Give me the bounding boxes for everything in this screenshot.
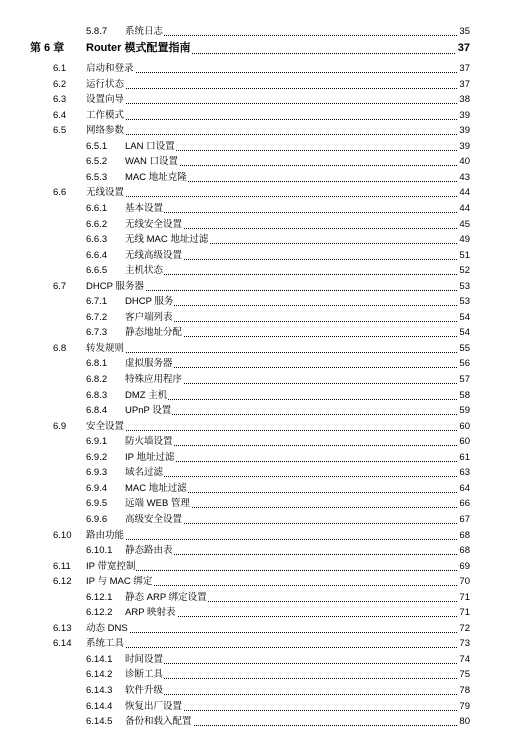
toc-entry-title: 静态路由表 (125, 545, 173, 557)
toc-entry[interactable] (0, 434, 511, 449)
toc-dot-leader (86, 88, 459, 89)
toc-entry-title: 主机状态 (125, 265, 164, 277)
toc-entry[interactable] (0, 294, 511, 309)
toc-entry-number: 6.1 (53, 63, 67, 74)
toc-entry[interactable] (0, 667, 511, 682)
toc-entry-number: 6.6.3 (86, 234, 108, 246)
toc-dot-leader (86, 134, 459, 135)
toc-entry[interactable] (0, 621, 511, 636)
toc-dot-leader (86, 72, 459, 73)
toc-entry-number: 6.14.5 (86, 716, 113, 728)
toc-entry-number: 6.14.1 (86, 653, 113, 665)
toc-entry[interactable] (0, 699, 511, 714)
toc-entry-page: 80 (459, 716, 470, 728)
toc-entry-page: 37 (459, 78, 470, 90)
toc-dot-leader (125, 274, 459, 275)
toc-entry-number: 6.5.3 (86, 171, 108, 183)
toc-entry-number: 6.9.2 (86, 451, 108, 463)
toc-entry-number: 6.7.1 (86, 296, 108, 308)
toc-entry-title: 系统日志 (125, 26, 164, 37)
toc-entry[interactable] (0, 465, 511, 480)
toc-entry-title: 安全设置 (86, 420, 125, 432)
toc-entry[interactable] (0, 683, 511, 698)
toc-entry-title: 基本设置 (125, 202, 164, 214)
toc-entry-number: 6.6.4 (86, 249, 108, 261)
toc-entry-page: 63 (459, 467, 470, 479)
toc-entry-page: 53 (459, 280, 470, 292)
toc-entry-number: 6.6.1 (86, 202, 108, 214)
toc-entry-title: 时间设置 (125, 653, 164, 665)
toc-dot-leader (86, 103, 459, 104)
toc-entry[interactable] (0, 185, 511, 200)
toc-entry-title: 设置向导 (86, 94, 125, 106)
toc-entry[interactable] (0, 263, 511, 278)
toc-entry-page: 49 (459, 234, 470, 246)
toc-entry-title: DMZ 主机 (125, 389, 168, 401)
toc-entry-page: 73 (459, 638, 470, 650)
toc-entry-title: 静态 ARP 绑定设置 (125, 591, 207, 603)
toc-entry[interactable] (0, 590, 511, 605)
toc-entry-title: 诊断工具 (125, 669, 164, 681)
toc-entry-page: 52 (459, 265, 470, 277)
toc-entry-title: 远端 WEB 管理 (125, 498, 190, 510)
toc-entry-page: 37 (457, 40, 470, 57)
toc-entry-page: 72 (459, 622, 470, 634)
toc-entry-number: 6.4 (53, 109, 67, 121)
toc-entry[interactable] (0, 512, 511, 527)
toc-entry-page: 39 (459, 140, 470, 152)
toc-entry-number: 6.12.1 (86, 591, 113, 603)
toc-entry-page: 40 (459, 156, 470, 168)
toc-entry-title: 软件升级 (125, 685, 164, 696)
toc-entry-page: 78 (459, 685, 470, 696)
toc-entry[interactable] (0, 605, 511, 620)
toc-entry-page: 68 (459, 529, 470, 541)
toc-entry-page: 37 (459, 63, 470, 74)
toc-dot-leader (125, 476, 459, 477)
toc-entry-title: DHCP 服务 (125, 296, 174, 308)
toc-entry-title: 虚拟服务器 (125, 358, 173, 370)
toc-entry-page: 45 (459, 218, 470, 230)
toc-entry-number: 6.10.1 (86, 545, 113, 557)
toc-entry-title: 无线高级设置 (125, 249, 183, 261)
toc-entry-number: 6.7 (53, 280, 67, 292)
toc-entry-title: 特殊应用程序 (125, 374, 183, 385)
toc-entry-title: 网络参数 (86, 125, 125, 137)
toc-entry-number: 6.11 (53, 560, 71, 572)
toc-entry-number: 6.8 (53, 342, 67, 354)
toc-dot-leader (125, 35, 459, 36)
toc-entry[interactable] (0, 496, 511, 511)
toc-dot-leader (86, 632, 459, 633)
toc-entry-page: 68 (459, 545, 470, 557)
toc-entry-page: 69 (459, 560, 470, 572)
toc-entry-number: 第 6 章 (30, 42, 65, 54)
toc-entry-page: 67 (459, 513, 470, 525)
toc-entry-number: 6.9.5 (86, 498, 108, 510)
toc-entry-title: 启动和登录 (86, 63, 134, 74)
toc-entry-page: 39 (459, 125, 470, 137)
toc-entry-title: 静态地址分配 (125, 327, 183, 339)
toc-entry-number: 6.5.2 (86, 156, 108, 168)
toc-entry[interactable] (0, 388, 511, 403)
toc-entry-number: 6.5 (53, 125, 67, 137)
toc-entry[interactable] (0, 108, 511, 123)
toc-entry[interactable] (0, 61, 511, 76)
toc-entry[interactable] (0, 481, 511, 496)
toc-entry-page: 79 (459, 700, 470, 712)
toc-entry-page: 56 (459, 358, 470, 370)
toc-dot-leader (86, 119, 459, 120)
toc-entry[interactable] (0, 92, 511, 107)
toc-entry-page: 61 (459, 451, 470, 463)
toc-entry-page: 71 (459, 607, 470, 619)
toc-entry-number: 6.6.2 (86, 218, 108, 230)
toc-entry-number: 6.12 (53, 576, 72, 588)
toc-entry[interactable] (0, 77, 511, 92)
toc-dot-leader (125, 321, 459, 322)
toc-entry[interactable] (0, 543, 511, 558)
toc-entry-title: UPnP 设置 (125, 405, 172, 417)
toc-dot-leader (125, 367, 459, 368)
toc-entry[interactable] (0, 714, 511, 729)
toc-entry-page: 60 (459, 436, 470, 448)
toc-dot-leader (86, 196, 459, 197)
toc-dot-leader (125, 663, 459, 664)
toc-dot-leader (86, 570, 459, 571)
toc-entry[interactable] (0, 232, 511, 247)
toc-entry-title: 运行状态 (86, 78, 125, 90)
toc-entry-page: 74 (459, 653, 470, 665)
toc-entry-number: 6.9 (53, 420, 67, 432)
toc-entry-title: 路由功能 (86, 529, 125, 541)
toc-entry-title: 动态 DNS (86, 622, 128, 634)
toc-entry-title: 转发规则 (86, 342, 125, 354)
toc-entry[interactable] (0, 279, 511, 294)
toc-entry-title: MAC 地址过滤 (125, 482, 187, 494)
toc-entry-title: 无线安全设置 (125, 218, 183, 230)
toc-entry-title: IP 地址过滤 (125, 451, 175, 463)
toc-entry-page: 38 (459, 94, 470, 106)
toc-entry-number: 6.14.2 (86, 669, 113, 681)
toc-entry[interactable] (0, 24, 511, 39)
toc-dot-leader (125, 305, 459, 306)
toc-entry-title: 防火墙设置 (125, 436, 173, 448)
toc-entry-number: 6.8.1 (86, 358, 108, 370)
toc-entry[interactable] (0, 139, 511, 154)
toc-entry-number: 5.8.7 (86, 26, 108, 37)
toc-entry-page: 44 (459, 187, 470, 199)
toc-entry-page: 70 (459, 576, 470, 588)
toc-entry-number: 6.13 (53, 622, 72, 634)
toc-entry-number: 6.9.3 (86, 467, 108, 479)
toc-dot-leader (86, 539, 459, 540)
toc-entry-number: 6.3 (53, 94, 67, 106)
toc-entry-number: 6.9.1 (86, 436, 108, 448)
toc-entry-page: 59 (459, 405, 470, 417)
toc-entry[interactable] (0, 636, 511, 651)
toc-entry-page: 57 (459, 374, 470, 385)
toc-entry-title: 客户端列表 (125, 311, 173, 323)
toc-dot-leader (125, 445, 459, 446)
toc-entry-page: 64 (459, 482, 470, 494)
toc-dot-leader (125, 554, 459, 555)
toc-entry-number: 6.6.5 (86, 265, 108, 277)
toc-entry-number: 6.9.6 (86, 513, 108, 525)
toc-dot-leader (125, 694, 459, 695)
toc-entry-number: 6.8.4 (86, 405, 108, 417)
toc-entry-number: 6.9.4 (86, 482, 108, 494)
toc-chapter-entry[interactable] (0, 40, 511, 57)
toc-entry-page: 43 (459, 171, 470, 183)
toc-entry-page: 75 (459, 669, 470, 681)
toc-dot-leader (86, 647, 459, 648)
toc-entry-number: 6.10 (53, 529, 72, 541)
toc-entry-title: 无线设置 (86, 187, 125, 199)
toc-dot-leader (125, 678, 459, 679)
toc-entry-title: 备份和载入配置 (125, 716, 192, 728)
toc-entry-title: 工作模式 (86, 109, 125, 121)
toc-entry-number: 6.14 (53, 638, 72, 650)
toc-dot-leader (86, 352, 459, 353)
toc-entry-title: Router 模式配置指南 (86, 40, 192, 57)
toc-entry[interactable] (0, 528, 511, 543)
toc-entry-page: 58 (459, 389, 470, 401)
toc-entry-title: IP 与 MAC 绑定 (86, 576, 153, 588)
toc-entry[interactable] (0, 123, 511, 138)
toc-entry[interactable] (0, 403, 511, 418)
toc-entry-title: 高级安全设置 (125, 513, 183, 525)
toc-entry-number: 6.7.3 (86, 327, 108, 339)
toc-entry-title: MAC 地址克隆 (125, 171, 187, 183)
toc-entry[interactable] (0, 248, 511, 263)
toc-dot-leader (125, 399, 459, 400)
toc-dot-leader (125, 212, 459, 213)
toc-entry-title: 无线 MAC 地址过滤 (125, 234, 209, 246)
toc-entry-number: 6.8.2 (86, 374, 108, 385)
toc-entry-page: 54 (459, 311, 470, 323)
toc-entry[interactable] (0, 170, 511, 185)
toc-entry[interactable] (0, 450, 511, 465)
toc-entry-page: 39 (459, 109, 470, 121)
toc-entry-page: 66 (459, 498, 470, 510)
toc-dot-leader (125, 414, 459, 415)
toc-entry[interactable] (0, 325, 511, 340)
toc-entry[interactable] (0, 652, 511, 667)
toc-entry[interactable] (0, 559, 511, 574)
toc-entry-number: 6.14.4 (86, 700, 113, 712)
toc-entry[interactable] (0, 201, 511, 216)
toc-entry[interactable] (0, 419, 511, 434)
toc-entry-number: 6.7.2 (86, 311, 108, 323)
toc-entry-title: ARP 映射表 (125, 607, 176, 619)
toc-entry-page: 35 (459, 26, 470, 37)
toc-entry-title: LAN 口设置 (125, 140, 175, 152)
toc-entry-page: 54 (459, 327, 470, 339)
toc-entry-title: IP 带宽控制 (86, 560, 136, 572)
toc-entry[interactable] (0, 341, 511, 356)
toc-entry-number: 6.8.3 (86, 389, 108, 401)
toc-entry-page: 44 (459, 202, 470, 214)
toc-entry-title: 域名过滤 (125, 467, 164, 479)
toc-dot-leader (86, 430, 459, 431)
toc-entry-number: 6.2 (53, 78, 67, 90)
toc-entry-page: 60 (459, 420, 470, 432)
toc-entry[interactable] (0, 154, 511, 169)
toc-entry[interactable] (0, 310, 511, 325)
toc-entry-number: 6.6 (53, 187, 67, 199)
toc-entry-number: 6.5.1 (86, 140, 108, 152)
toc-entry-number: 6.14.3 (86, 685, 113, 696)
toc-entry-title: 恢复出厂设置 (125, 700, 183, 712)
toc-entry-page: 53 (459, 296, 470, 308)
toc-entry-title: WAN 口设置 (125, 156, 178, 168)
toc-entry-title: DHCP 服务器 (86, 280, 144, 292)
toc-entry[interactable] (0, 217, 511, 232)
toc-entry[interactable] (0, 574, 511, 589)
toc-entry[interactable] (0, 356, 511, 371)
toc-entry-number: 6.12.2 (86, 607, 113, 619)
toc-entry[interactable] (0, 372, 511, 387)
toc-entry-page: 51 (459, 249, 470, 261)
toc-entry-page: 71 (459, 591, 470, 603)
toc-entry-page: 55 (459, 342, 470, 354)
toc-entry-title: 系统工具 (86, 638, 125, 650)
